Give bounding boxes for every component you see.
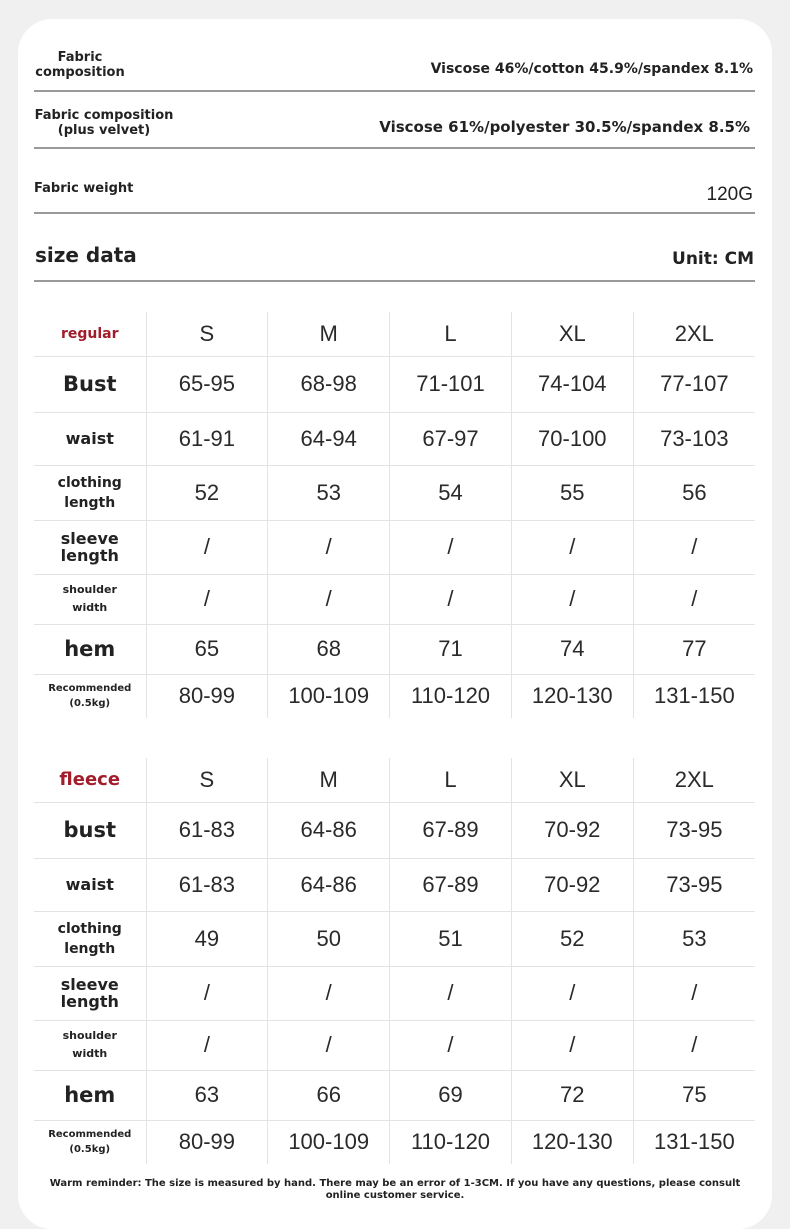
table-cell: / (390, 1020, 512, 1070)
spec-label-composition: Fabric composition (35, 50, 125, 80)
spec-value-composition-velvet: Viscose 61%/polyester 30.5%/spandex 8.5% (379, 118, 750, 136)
table-cell: / (390, 520, 512, 574)
table-cell: / (390, 574, 512, 624)
table-cell: 100-109 (268, 1120, 390, 1164)
table-cell: 52 (146, 465, 268, 520)
row-label-bust: Bust (34, 356, 146, 412)
table-row (34, 574, 755, 624)
row-label-recommended: Recommended (0.5kg) (48, 683, 132, 710)
size-label: L (390, 758, 512, 802)
table-cell: 73-95 (633, 802, 755, 858)
table-cell: 74-104 (511, 356, 633, 412)
table-cell: 71-101 (390, 356, 512, 412)
table-cell: 120-130 (511, 1120, 633, 1164)
table-row (34, 520, 755, 574)
row-label-clothing-length: clothing length (34, 911, 146, 966)
table-cell: / (390, 966, 512, 1020)
table-cell: 80-99 (146, 674, 268, 718)
table-cell: / (633, 574, 755, 624)
table-name-regular: regular (34, 312, 146, 356)
table-cell: / (268, 574, 390, 624)
table-cell: 64-86 (268, 802, 390, 858)
table-cell: 73-95 (633, 858, 755, 911)
table-cell: / (511, 966, 633, 1020)
table-name-fleece: fleece (34, 758, 146, 802)
row-label-waist: waist (34, 858, 146, 911)
table-cell: 70-92 (511, 858, 633, 911)
table-cell: 131-150 (633, 674, 755, 718)
row-label-hem: hem (34, 1070, 146, 1120)
table-row (34, 1070, 755, 1120)
table-row (34, 674, 755, 718)
table-row (34, 802, 755, 858)
table-cell: 68 (268, 624, 390, 674)
table-cell: 61-83 (146, 858, 268, 911)
table-cell: 49 (146, 911, 268, 966)
spec-row-composition-velvet (34, 105, 755, 149)
table-cell: 56 (633, 465, 755, 520)
spec-label-weight: Fabric weight (34, 181, 134, 196)
table-cell: / (511, 574, 633, 624)
spec-value-composition: Viscose 46%/cotton 45.9%/spandex 8.1% (430, 61, 753, 77)
table-cell: 50 (268, 911, 390, 966)
table-cell: 65 (146, 624, 268, 674)
spec-value-weight: 120G (706, 184, 753, 205)
warm-reminder: Warm reminder: The size is measured by hand. There may be an error of 1-3CM. If you have any questions, please consult online customer service. (49, 1178, 741, 1201)
table-row (34, 858, 755, 911)
table-cell: 120-130 (511, 674, 633, 718)
row-label-sleeve-length: sleeve length (34, 966, 146, 1020)
size-data-title: size data (35, 243, 137, 267)
table-cell: 72 (511, 1070, 633, 1120)
row-label-shoulder-width: shoulder width (34, 1020, 146, 1070)
size-label: L (390, 312, 512, 356)
size-label: 2XL (633, 312, 755, 356)
size-label: S (146, 312, 268, 356)
row-label-hem: hem (34, 624, 146, 674)
table-cell: 74 (511, 624, 633, 674)
size-table-regular (34, 312, 755, 718)
table-cell: 53 (268, 465, 390, 520)
size-data-unit: Unit: CM (672, 249, 754, 269)
spec-row-weight (34, 172, 755, 214)
table-cell: 70-92 (511, 802, 633, 858)
row-label-sleeve-length: sleeve length (34, 520, 146, 574)
table-cell: 110-120 (390, 1120, 512, 1164)
table-cell: 67-89 (390, 802, 512, 858)
table-cell: 68-98 (268, 356, 390, 412)
table-cell: / (633, 1020, 755, 1070)
table-cell: / (511, 520, 633, 574)
table-cell: 69 (390, 1070, 512, 1120)
size-label: XL (511, 312, 633, 356)
table-cell: 54 (390, 465, 512, 520)
table-cell: / (146, 520, 268, 574)
table-cell: 131-150 (633, 1120, 755, 1164)
table-row (34, 1120, 755, 1164)
table-cell: / (633, 966, 755, 1020)
table-cell: 77-107 (633, 356, 755, 412)
table-cell: 61-91 (146, 412, 268, 465)
size-data-divider (34, 280, 755, 282)
table-row (34, 1020, 755, 1070)
table-cell: 64-86 (268, 858, 390, 911)
table-cell: / (268, 1020, 390, 1070)
table-cell: 51 (390, 911, 512, 966)
table-cell: / (146, 966, 268, 1020)
table-row (34, 465, 755, 520)
table-cell: 100-109 (268, 674, 390, 718)
table-row (34, 624, 755, 674)
table-cell: 55 (511, 465, 633, 520)
size-label: M (268, 312, 390, 356)
row-label-bust: bust (34, 802, 146, 858)
table-row (34, 356, 755, 412)
spec-label-composition-velvet: Fabric composition (plus velvet) (34, 108, 174, 138)
spec-row-composition (34, 48, 755, 92)
table-cell: / (268, 966, 390, 1020)
table-cell: / (511, 1020, 633, 1070)
table-row (34, 412, 755, 465)
table-cell: / (633, 520, 755, 574)
table-cell: / (146, 574, 268, 624)
table-cell: 66 (268, 1070, 390, 1120)
row-label-clothing-length: clothing length (34, 465, 146, 520)
table-cell: 64-94 (268, 412, 390, 465)
table-cell: 65-95 (146, 356, 268, 412)
row-label-waist: waist (34, 412, 146, 465)
size-label: M (268, 758, 390, 802)
table-header-row (34, 312, 755, 356)
row-label-shoulder-width: shoulder width (34, 574, 146, 624)
size-label: 2XL (633, 758, 755, 802)
size-table-fleece (34, 758, 755, 1164)
table-row (34, 911, 755, 966)
table-cell: 73-103 (633, 412, 755, 465)
table-cell: 70-100 (511, 412, 633, 465)
table-header-row (34, 758, 755, 802)
table-row (34, 966, 755, 1020)
table-cell: / (146, 1020, 268, 1070)
table-cell: 77 (633, 624, 755, 674)
table-cell: / (268, 520, 390, 574)
table-cell: 52 (511, 911, 633, 966)
table-cell: 67-97 (390, 412, 512, 465)
table-cell: 80-99 (146, 1120, 268, 1164)
table-cell: 75 (633, 1070, 755, 1120)
table-cell: 71 (390, 624, 512, 674)
table-cell: 63 (146, 1070, 268, 1120)
row-label-recommended: Recommended (0.5kg) (48, 1129, 132, 1156)
table-cell: 61-83 (146, 802, 268, 858)
size-label: S (146, 758, 268, 802)
table-cell: 53 (633, 911, 755, 966)
table-cell: 110-120 (390, 674, 512, 718)
table-cell: 67-89 (390, 858, 512, 911)
size-label: XL (511, 758, 633, 802)
